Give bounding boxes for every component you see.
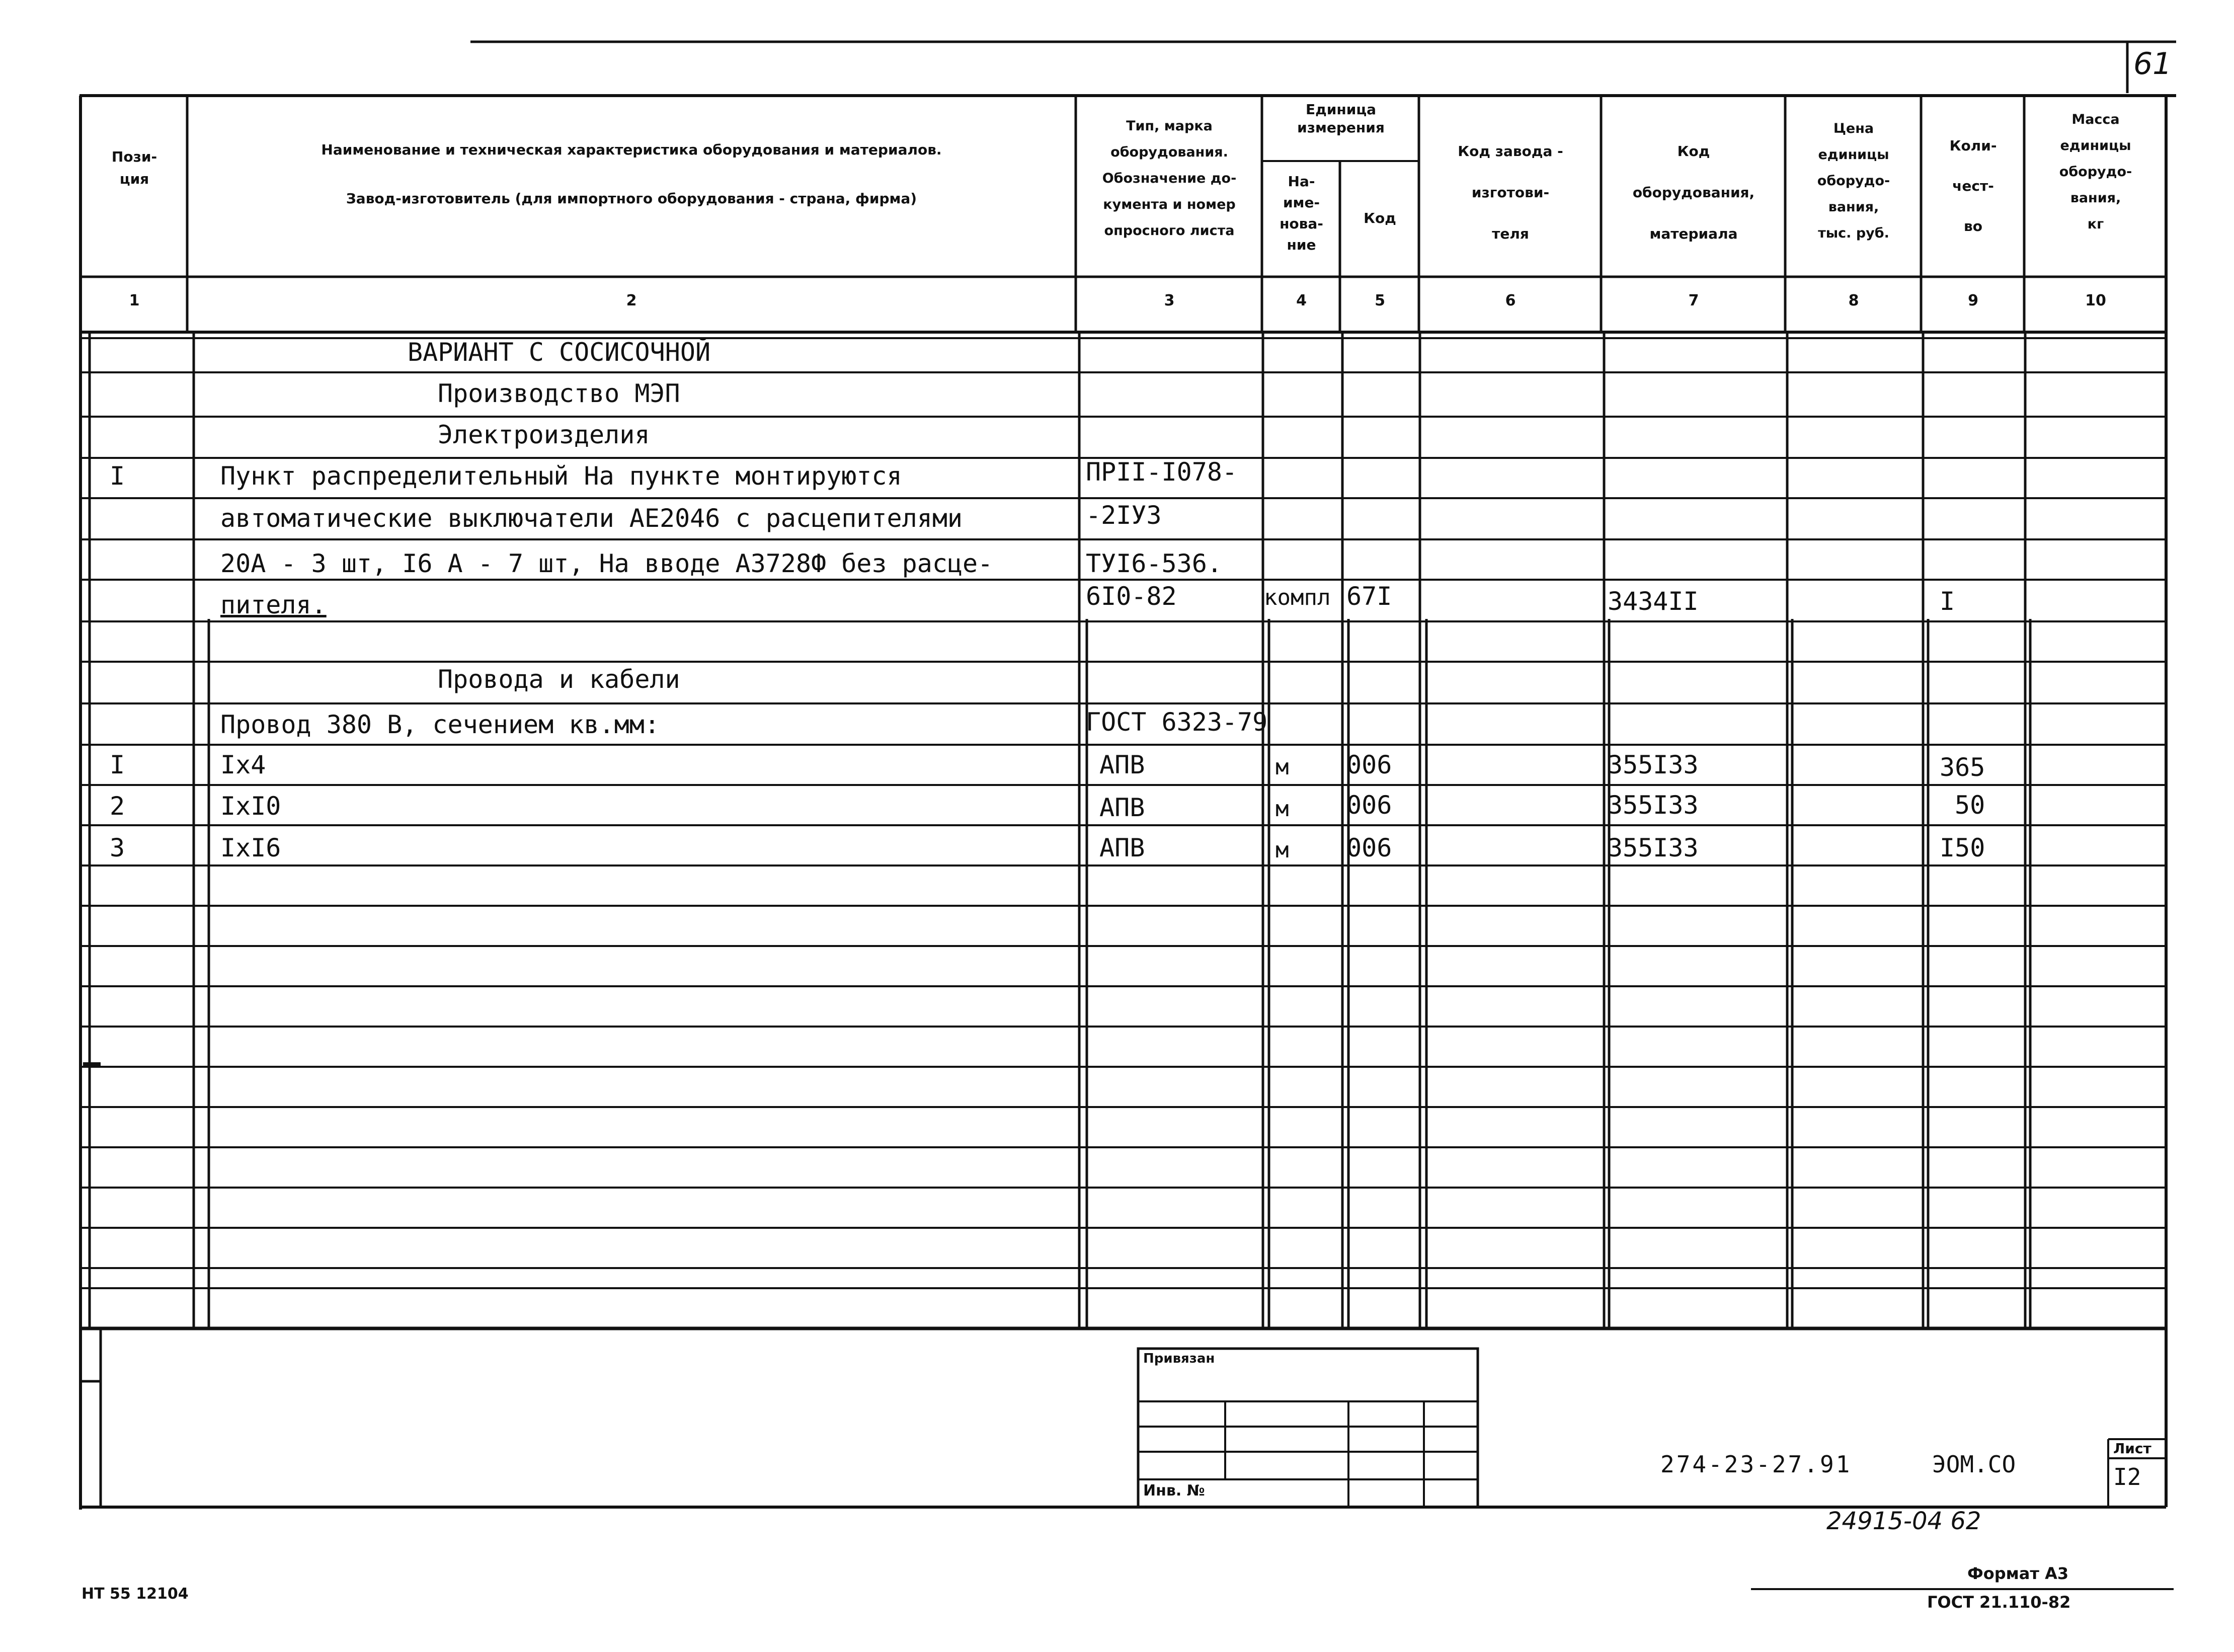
table-row-unit: м [1275,754,1289,780]
header-equipment-code: Код оборудования, материала [1632,143,1755,242]
table-row-position: 2 [110,792,125,821]
header-unit-price: Цена единицы оборудо- вания, тыс. руб. [1817,121,1890,241]
document-mark: ЭОМ.СО [1932,1451,2016,1478]
column-number-5: 5 [1375,292,1385,309]
table-row-type: АПВ [1099,833,1145,862]
bottom-left-code: НТ 55 12104 [82,1585,189,1603]
table-row-type: 6I0-82 [1086,582,1177,611]
table-row-position: I [110,461,125,491]
table-row-unit: компл [1264,585,1331,610]
document-code: 274-23-27.91 [1660,1451,1852,1478]
column-number-8: 8 [1848,292,1859,309]
table-row-name: Провод 380 В, сечением кв.мм: [220,710,660,739]
header-name-line1: Наименование и техническая характеристика оборудования и материалов. [321,141,942,158]
gost-label: ГОСТ 21.110-82 [1927,1593,2071,1612]
column-number-2: 2 [626,292,637,309]
table-row-name: IхI0 [220,792,281,821]
table-row-section-title: ВАРИАНТ С СОСИСОЧНОЙ [408,338,711,367]
table-row-type: ПРII-I078- [1086,457,1238,487]
header-unit-mass: Масса единицы оборудо- вания, кг [2059,112,2132,232]
header-quantity: Коли- чест- во [1949,137,1997,234]
table-row-position: 3 [110,833,125,862]
table-row-name: пителя. [220,590,327,619]
column-number-10: 10 [2085,292,2106,309]
table-row-material-code: 3434II [1608,587,1699,616]
header-type-mark: Тип, марка оборудования. Обозначение до- кумента и номер опросного листа [1102,118,1237,239]
table-row-name: автоматические выключатели АЕ2046 с расцепителями [220,504,963,533]
table-row-name: 20А - 3 шт, I6 А - 7 шт, На вводе А3728Ф без расце- [220,549,993,578]
table-row-subsection: Производство МЭП [438,379,680,408]
table-row-material-code: 355I33 [1608,750,1699,779]
table-row-name: IхI6 [220,833,281,862]
sheet-number: I2 [2113,1463,2141,1490]
header-unit-name: На- име- нова- ние [1280,173,1323,253]
table-row-name: Iх4 [220,750,266,779]
table-row-unit-code: 67I [1346,582,1392,611]
table-row-unit: м [1275,796,1289,822]
table-row-position: I [110,750,125,779]
table-row-type: -2IУЗ [1086,501,1162,530]
header-unit-group: Единица измерения [1297,101,1385,136]
stamp-inventory-number: Инв. № [1143,1482,1205,1500]
table-row-quantity: I [1940,587,1955,616]
header-position: Пози- ция [111,148,157,187]
table-row-type: ГОСТ 6323-79 [1086,707,1268,737]
table-row-quantity: I50 [1940,833,1985,862]
header-unit-code: Код [1364,210,1396,226]
table-row-subsection: Электроизделия [438,420,650,449]
table-row-material-code: 355I33 [1608,791,1699,820]
handwritten-number: 24915-04 62 [1826,1507,1981,1535]
header-factory-code: Код завода - изготови- теля [1458,143,1563,242]
table-row-quantity: 365 [1940,753,1985,782]
page-number: 61 [2133,46,2172,82]
table-row-unit-code: 006 [1346,833,1392,862]
table-row-type: ТУI6-536. [1086,549,1222,578]
column-number-7: 7 [1688,292,1699,309]
column-number-9: 9 [1968,292,1978,309]
table-row-material-code: 355I33 [1608,833,1699,862]
table-row-type: АПВ [1099,750,1145,779]
table-row-type: АПВ [1099,793,1145,822]
table-row-unit-code: 006 [1346,750,1392,779]
stamp-privyazan: Привязан [1143,1351,1215,1366]
format-label: Формат А3 [1967,1564,2069,1583]
table-row-unit-code: 006 [1346,791,1392,820]
table-row-unit: м [1275,837,1289,863]
column-number-4: 4 [1296,292,1307,309]
table-row-quantity: 50 [1955,791,1985,820]
column-number-1: 1 [129,292,140,309]
table-row-name: Пункт распределительный На пункте монтируются [220,461,902,491]
column-number-6: 6 [1505,292,1516,309]
column-number-3: 3 [1164,292,1175,309]
table-row-subsection: Провода и кабели [438,665,680,694]
header-name-line2: Завод-изготовитель (для импортного оборудования - страна, фирма) [346,190,917,207]
sheet-label: Лист [2113,1440,2151,1457]
